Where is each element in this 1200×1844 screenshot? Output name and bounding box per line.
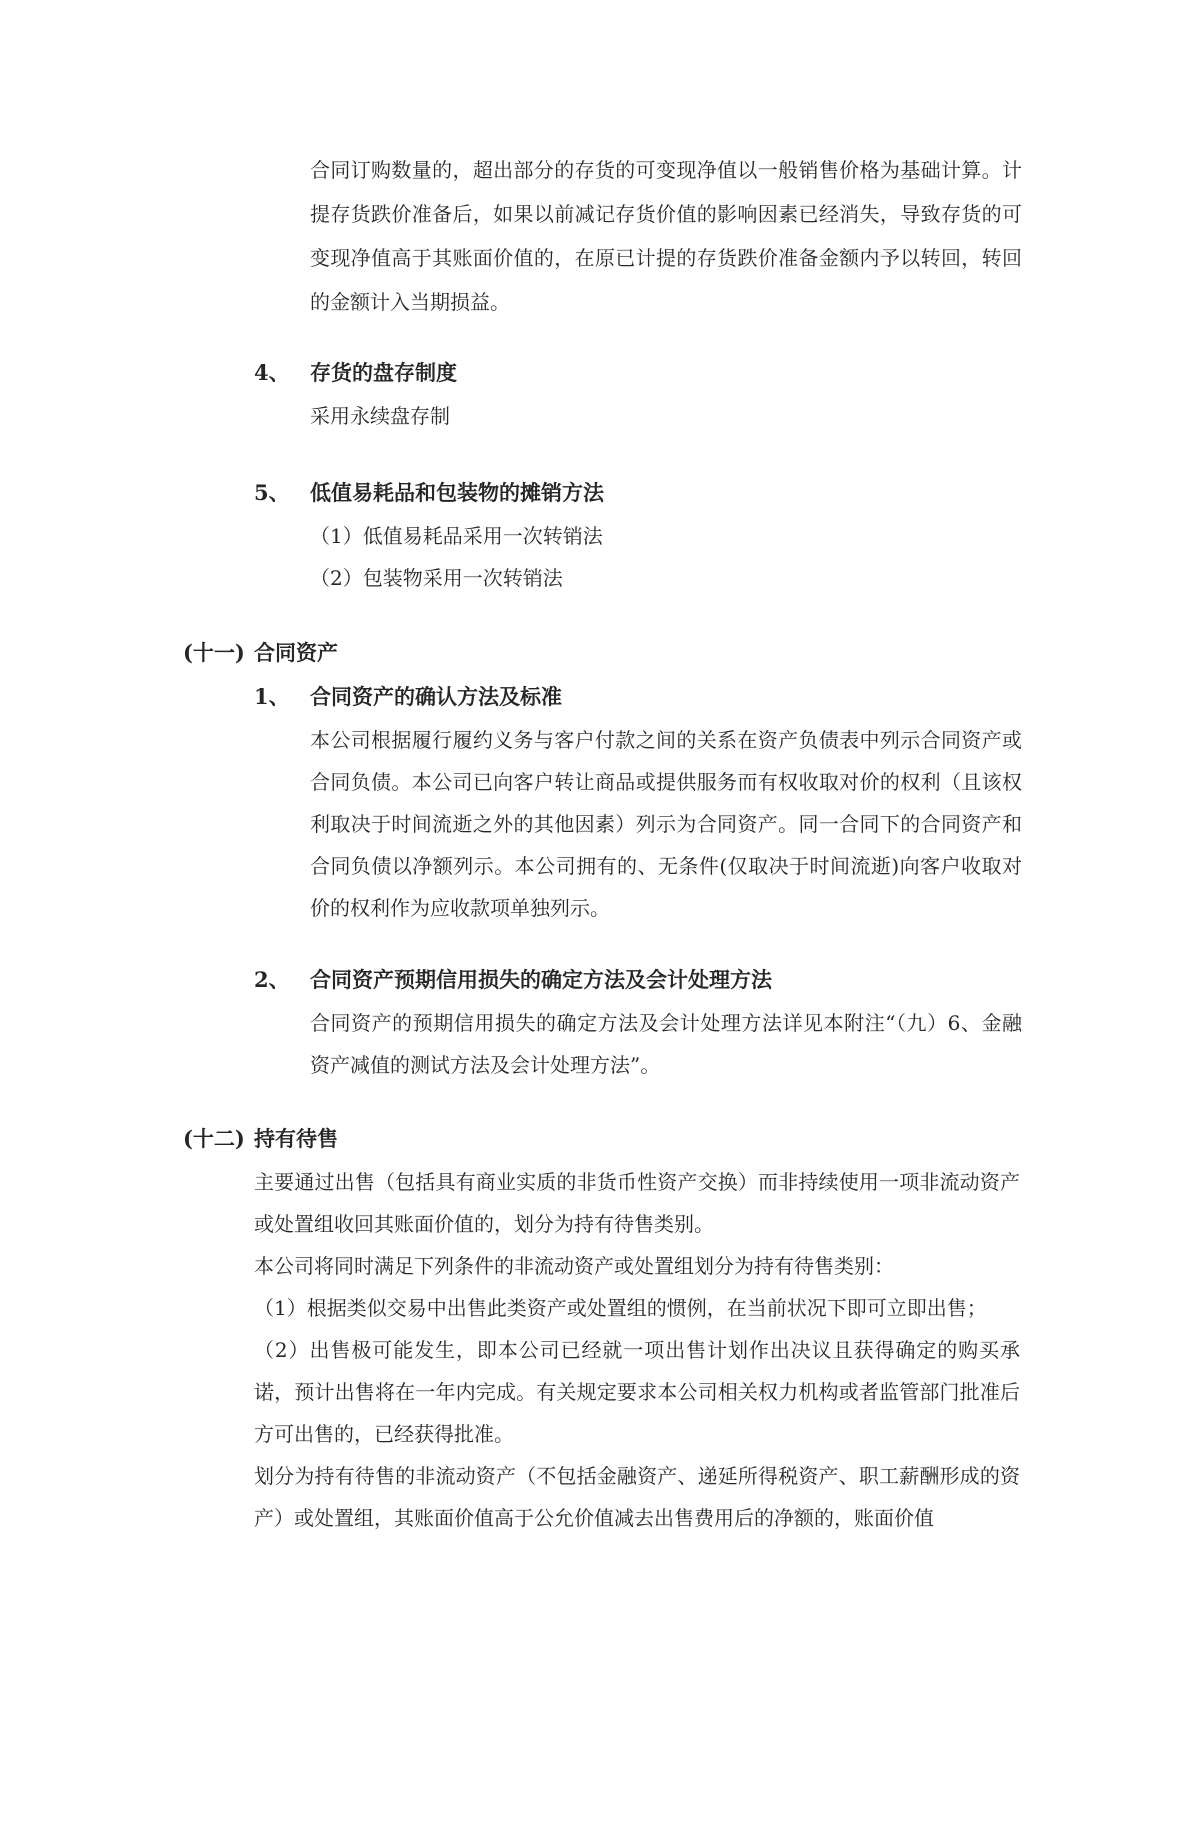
section-5-item-1: （1）低值易耗品采用一次转销法 <box>310 524 603 548</box>
section-12-condition-1: （1）根据类似交易中出售此类资产或处置组的惯例，在当前状况下即可立即出售； <box>254 1296 987 1320</box>
document-page <box>0 148 1200 1844</box>
section-5-heading <box>254 471 1200 515</box>
section-4-title: 存货的盘存制度 <box>310 360 457 385</box>
section-12-paragraph-5: 划分为持有待售的非流动资产（不包括金融资产、递延所得税资产、职工薪酬形成的资产）或处置组，其账面价值高于公允价值减去出售费用后的净额的，账面价值 <box>254 1464 1020 1530</box>
section-11-title: 合同资产 <box>254 640 338 665</box>
section-11-sub-2-number: 2、 <box>254 967 290 992</box>
section-4-heading <box>254 351 1200 395</box>
section-5-item-2: （2）包装物采用一次转销法 <box>310 566 563 590</box>
section-11-sub-2-title: 合同资产预期信用损失的确定方法及会计处理方法 <box>310 967 772 992</box>
section-4-body: 采用永续盘存制 <box>310 404 450 428</box>
section-12-marker: (十二) <box>183 1126 245 1151</box>
section-11-sub-1-title: 合同资产的确认方法及标准 <box>310 684 562 709</box>
section-5-title: 低值易耗品和包装物的摊销方法 <box>310 480 604 505</box>
section-11-sub-1-number: 1、 <box>254 684 290 709</box>
section-11-sub-2-body: 合同资产的预期信用损失的确定方法及会计处理方法详见本附注“（九）6、金融资产减值的测试方法及会计处理方法”。 <box>310 1011 1022 1077</box>
section-5-number: 5、 <box>254 480 290 505</box>
section-11-heading <box>183 631 1200 675</box>
section-11-sub-2-heading <box>254 958 1200 1002</box>
section-4-number: 4、 <box>254 360 290 385</box>
section-11-sub-1-heading <box>254 675 1200 719</box>
section-12-paragraph-2: 本公司将同时满足下列条件的非流动资产或处置组划分为持有待售类别： <box>254 1254 894 1278</box>
section-12-paragraph-1: 主要通过出售（包括具有商业实质的非货币性资产交换）而非持续使用一项非流动资产或处置组收回其账面价值的，划分为持有待售类别。 <box>254 1170 1020 1236</box>
section-11-sub-1-body: 本公司根据履行履约义务与客户付款之间的关系在资产负债表中列示合同资产或合同负债。本公司已向客户转让商品或提供服务而有权收取对价的权利（且该权利取决于时间流逝之外的其他因素）列示为合同资产。同一合同下的合同资产和合同负债以净额列示。本公司拥有的、无条件(仅取决于时间流逝)向客户收取对价的权利作为应收款项单独列示。 <box>310 728 1022 920</box>
section-12-title: 持有待售 <box>254 1126 338 1151</box>
inventory-nrv-continuation-paragraph: 合同订购数量的，超出部分的存货的可变现净值以一般销售价格为基础计算。计提存货跌价准备后，如果以前减记存货价值的影响因素已经消失，导致存货的可变现净值高于其账面价值的，在原已计提的存货跌价准备金额内予以转回，转回的金额计入当期损益。 <box>310 158 1022 314</box>
section-11-marker: (十一) <box>183 640 245 665</box>
section-12-heading <box>183 1117 1200 1161</box>
section-12-condition-2: （2）出售极可能发生，即本公司已经就一项出售计划作出决议且获得确定的购买承诺，预计出售将在一年内完成。有关规定要求本公司相关权力机构或者监管部门批准后方可出售的，已经获得批准。 <box>254 1338 1020 1446</box>
